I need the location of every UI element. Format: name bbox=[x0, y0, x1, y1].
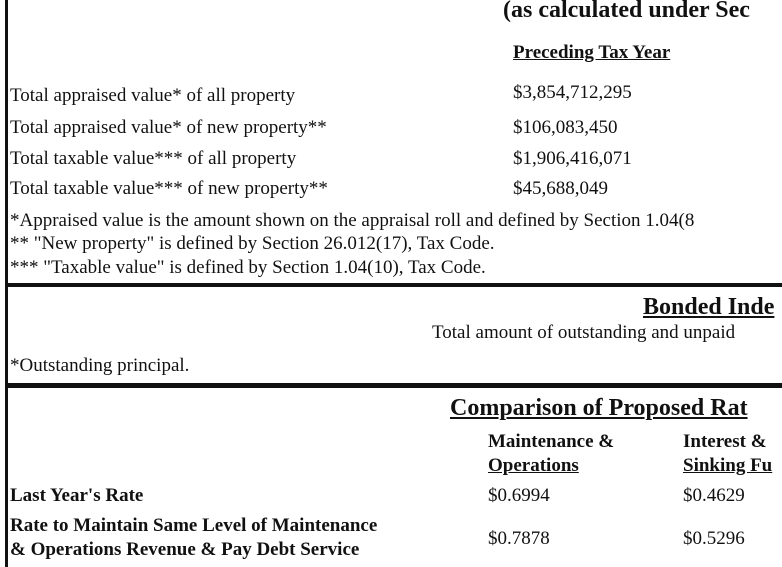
row-label: Total appraised value* of new property** bbox=[10, 117, 327, 138]
footnote-new-property: ** "New property" is defined by Section 26.012(17), Tax Code. bbox=[10, 233, 495, 254]
section-divider bbox=[5, 383, 782, 388]
calculation-title: (as calculated under Sec bbox=[503, 0, 750, 23]
rate-row-label: Rate to Maintain Same Level of Maintenance bbox=[10, 515, 378, 536]
column-heading-sinking-fund: Sinking Fu bbox=[683, 455, 773, 476]
column-heading-operations: Operations bbox=[488, 455, 579, 476]
comparison-title: Comparison of Proposed Rat bbox=[450, 395, 748, 421]
column-heading-interest: Interest & bbox=[683, 431, 767, 452]
footnote-taxable-value: *** "Taxable value" is defined by Section 1.04(10), Tax Code. bbox=[10, 257, 486, 278]
footnote-appraised: *Appraised value is the amount shown on the appraisal roll and defined by Section 1.04(8 bbox=[10, 210, 695, 231]
row-value: $45,688,049 bbox=[513, 178, 608, 199]
rate-value: $0.6994 bbox=[488, 485, 550, 506]
bonded-indebtedness-title: Bonded Inde bbox=[643, 294, 775, 320]
preceding-tax-year-heading: Preceding Tax Year bbox=[513, 42, 671, 63]
row-value: $106,083,450 bbox=[513, 117, 618, 138]
bonded-subtitle: Total amount of outstanding and unpaid bbox=[432, 322, 736, 343]
outstanding-principal-footnote: *Outstanding principal. bbox=[10, 355, 190, 376]
row-label: Total appraised value* of all property bbox=[10, 85, 296, 106]
row-value: $1,906,416,071 bbox=[513, 148, 632, 169]
rate-row-label: Last Year's Rate bbox=[10, 485, 144, 506]
rate-value: $0.5296 bbox=[683, 528, 745, 549]
column-heading-maintenance: Maintenance & bbox=[488, 431, 615, 452]
row-label: Total taxable value*** of new property** bbox=[10, 178, 328, 199]
row-label: Total taxable value*** of all property bbox=[10, 148, 297, 169]
row-value: $3,854,712,295 bbox=[513, 82, 632, 103]
rate-value: $0.4629 bbox=[683, 485, 745, 506]
rate-value: $0.7878 bbox=[488, 528, 550, 549]
section-divider bbox=[5, 283, 782, 287]
rate-row-label-continued: & Operations Revenue & Pay Debt Service bbox=[10, 539, 360, 560]
